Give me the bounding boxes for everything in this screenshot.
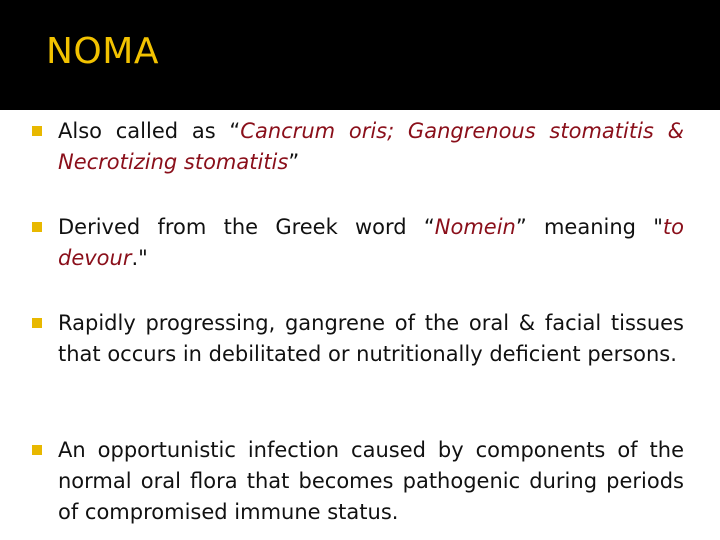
bullet-text: An opportunistic infection caused by components of the normal oral flora that becomes pathogenic during periods of compromised immune status. bbox=[58, 438, 684, 524]
title-bar bbox=[0, 0, 720, 110]
bullet-text: ” bbox=[288, 150, 300, 174]
meaning-emphasis: to devour bbox=[58, 215, 685, 270]
slide-title: NOMA bbox=[46, 31, 159, 72]
bullet-text: Also called as “ bbox=[58, 119, 241, 143]
bullet-marker-icon bbox=[32, 126, 42, 136]
bullet-marker-icon bbox=[32, 222, 42, 232]
greek-word-emphasis: Nomein bbox=[434, 215, 516, 239]
synonyms-emphasis: Cancrum oris; Gangrenous stomatitis & Necrotizing stomatitis bbox=[58, 119, 684, 174]
bullet-marker-icon bbox=[32, 445, 42, 455]
bullet-text: Derived from the Greek word “ bbox=[58, 215, 435, 239]
bullet-also-called bbox=[24, 116, 684, 178]
bullet-text: ” meaning " bbox=[515, 215, 663, 239]
bullet-derived-from bbox=[24, 212, 684, 274]
bullet-marker-icon bbox=[32, 318, 42, 328]
bullet-text: ." bbox=[131, 246, 148, 270]
bullet-rapidly-progressing bbox=[24, 308, 684, 370]
bullet-opportunistic-infection bbox=[24, 435, 684, 528]
bullet-text: Rapidly progressing, gangrene of the oral & facial tissues that occurs in debilitated or nutritionally deficient persons. bbox=[58, 311, 684, 366]
